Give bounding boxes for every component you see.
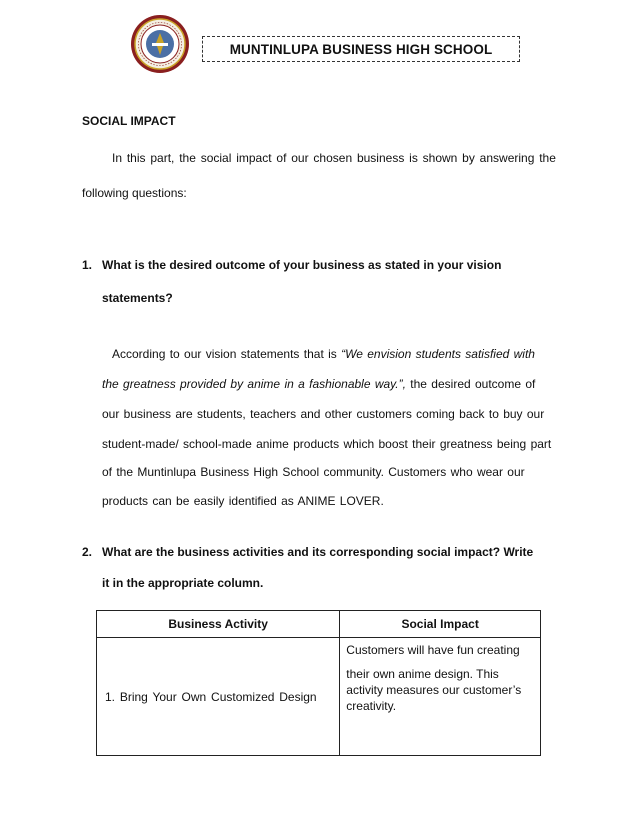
vision-quote-end: the greatness provided by anime in a fashionable way.”,: [102, 377, 406, 391]
answer-1-line-5: of the Muntinlupa Business High School community. Customers who wear our: [102, 465, 525, 479]
social-impact-line-3: activity measures our customer’s: [346, 683, 522, 697]
school-name-box: [202, 36, 520, 62]
question-2-line-1: What are the business activities and its corresponding social impact? Write: [102, 545, 534, 559]
answer-1-line-2: [102, 377, 535, 391]
social-impact-line-4: creativity.: [346, 699, 397, 713]
question-1-line-1: What is the desired outcome of your business as stated in your vision: [102, 258, 502, 272]
intro-line-2: following questions:: [82, 186, 187, 200]
question-2-number: 2.: [82, 545, 93, 559]
vision-quote-start: “We envision students satisfied with: [341, 347, 535, 361]
table-row: [97, 638, 541, 756]
school-name: MUNTINLUPA BUSINESS HIGH SCHOOL: [229, 41, 493, 57]
social-impact-line-2: their own anime design. This: [346, 667, 499, 681]
social-impact-table: [96, 610, 541, 756]
question-2-line-2: it in the appropriate column.: [102, 576, 264, 590]
question-1-number: 1.: [82, 258, 93, 272]
answer-1-line-1: [112, 347, 535, 361]
intro-line-1: In this part, the social impact of our chosen business is shown by answering the: [112, 151, 556, 165]
answer-1-line-3: our business are students, teachers and other customers coming back to buy our: [102, 407, 545, 421]
table-header-social-impact: Social Impact: [340, 611, 541, 638]
table-header-business-activity: Business Activity: [97, 611, 340, 638]
answer-1-line-2-text: the desired outcome of: [405, 377, 536, 391]
answer-1-line-6: products can be easily identified as ANIME LOVER.: [102, 494, 384, 508]
social-impact-cell: [340, 638, 541, 756]
answer-1-line-4: student-made/ school-made anime products which boost their greatness being part: [102, 437, 552, 451]
school-seal-icon: [130, 14, 190, 74]
table-header-row: [97, 611, 541, 638]
section-title: SOCIAL IMPACT: [82, 114, 176, 128]
answer-1-line-1-text: According to our vision statements that is: [112, 347, 342, 361]
social-impact-line-1: Customers will have fun creating: [346, 643, 520, 657]
business-activity-cell: 1. Bring Your Own Customized Design: [97, 638, 340, 756]
question-1-line-2: statements?: [102, 291, 173, 305]
